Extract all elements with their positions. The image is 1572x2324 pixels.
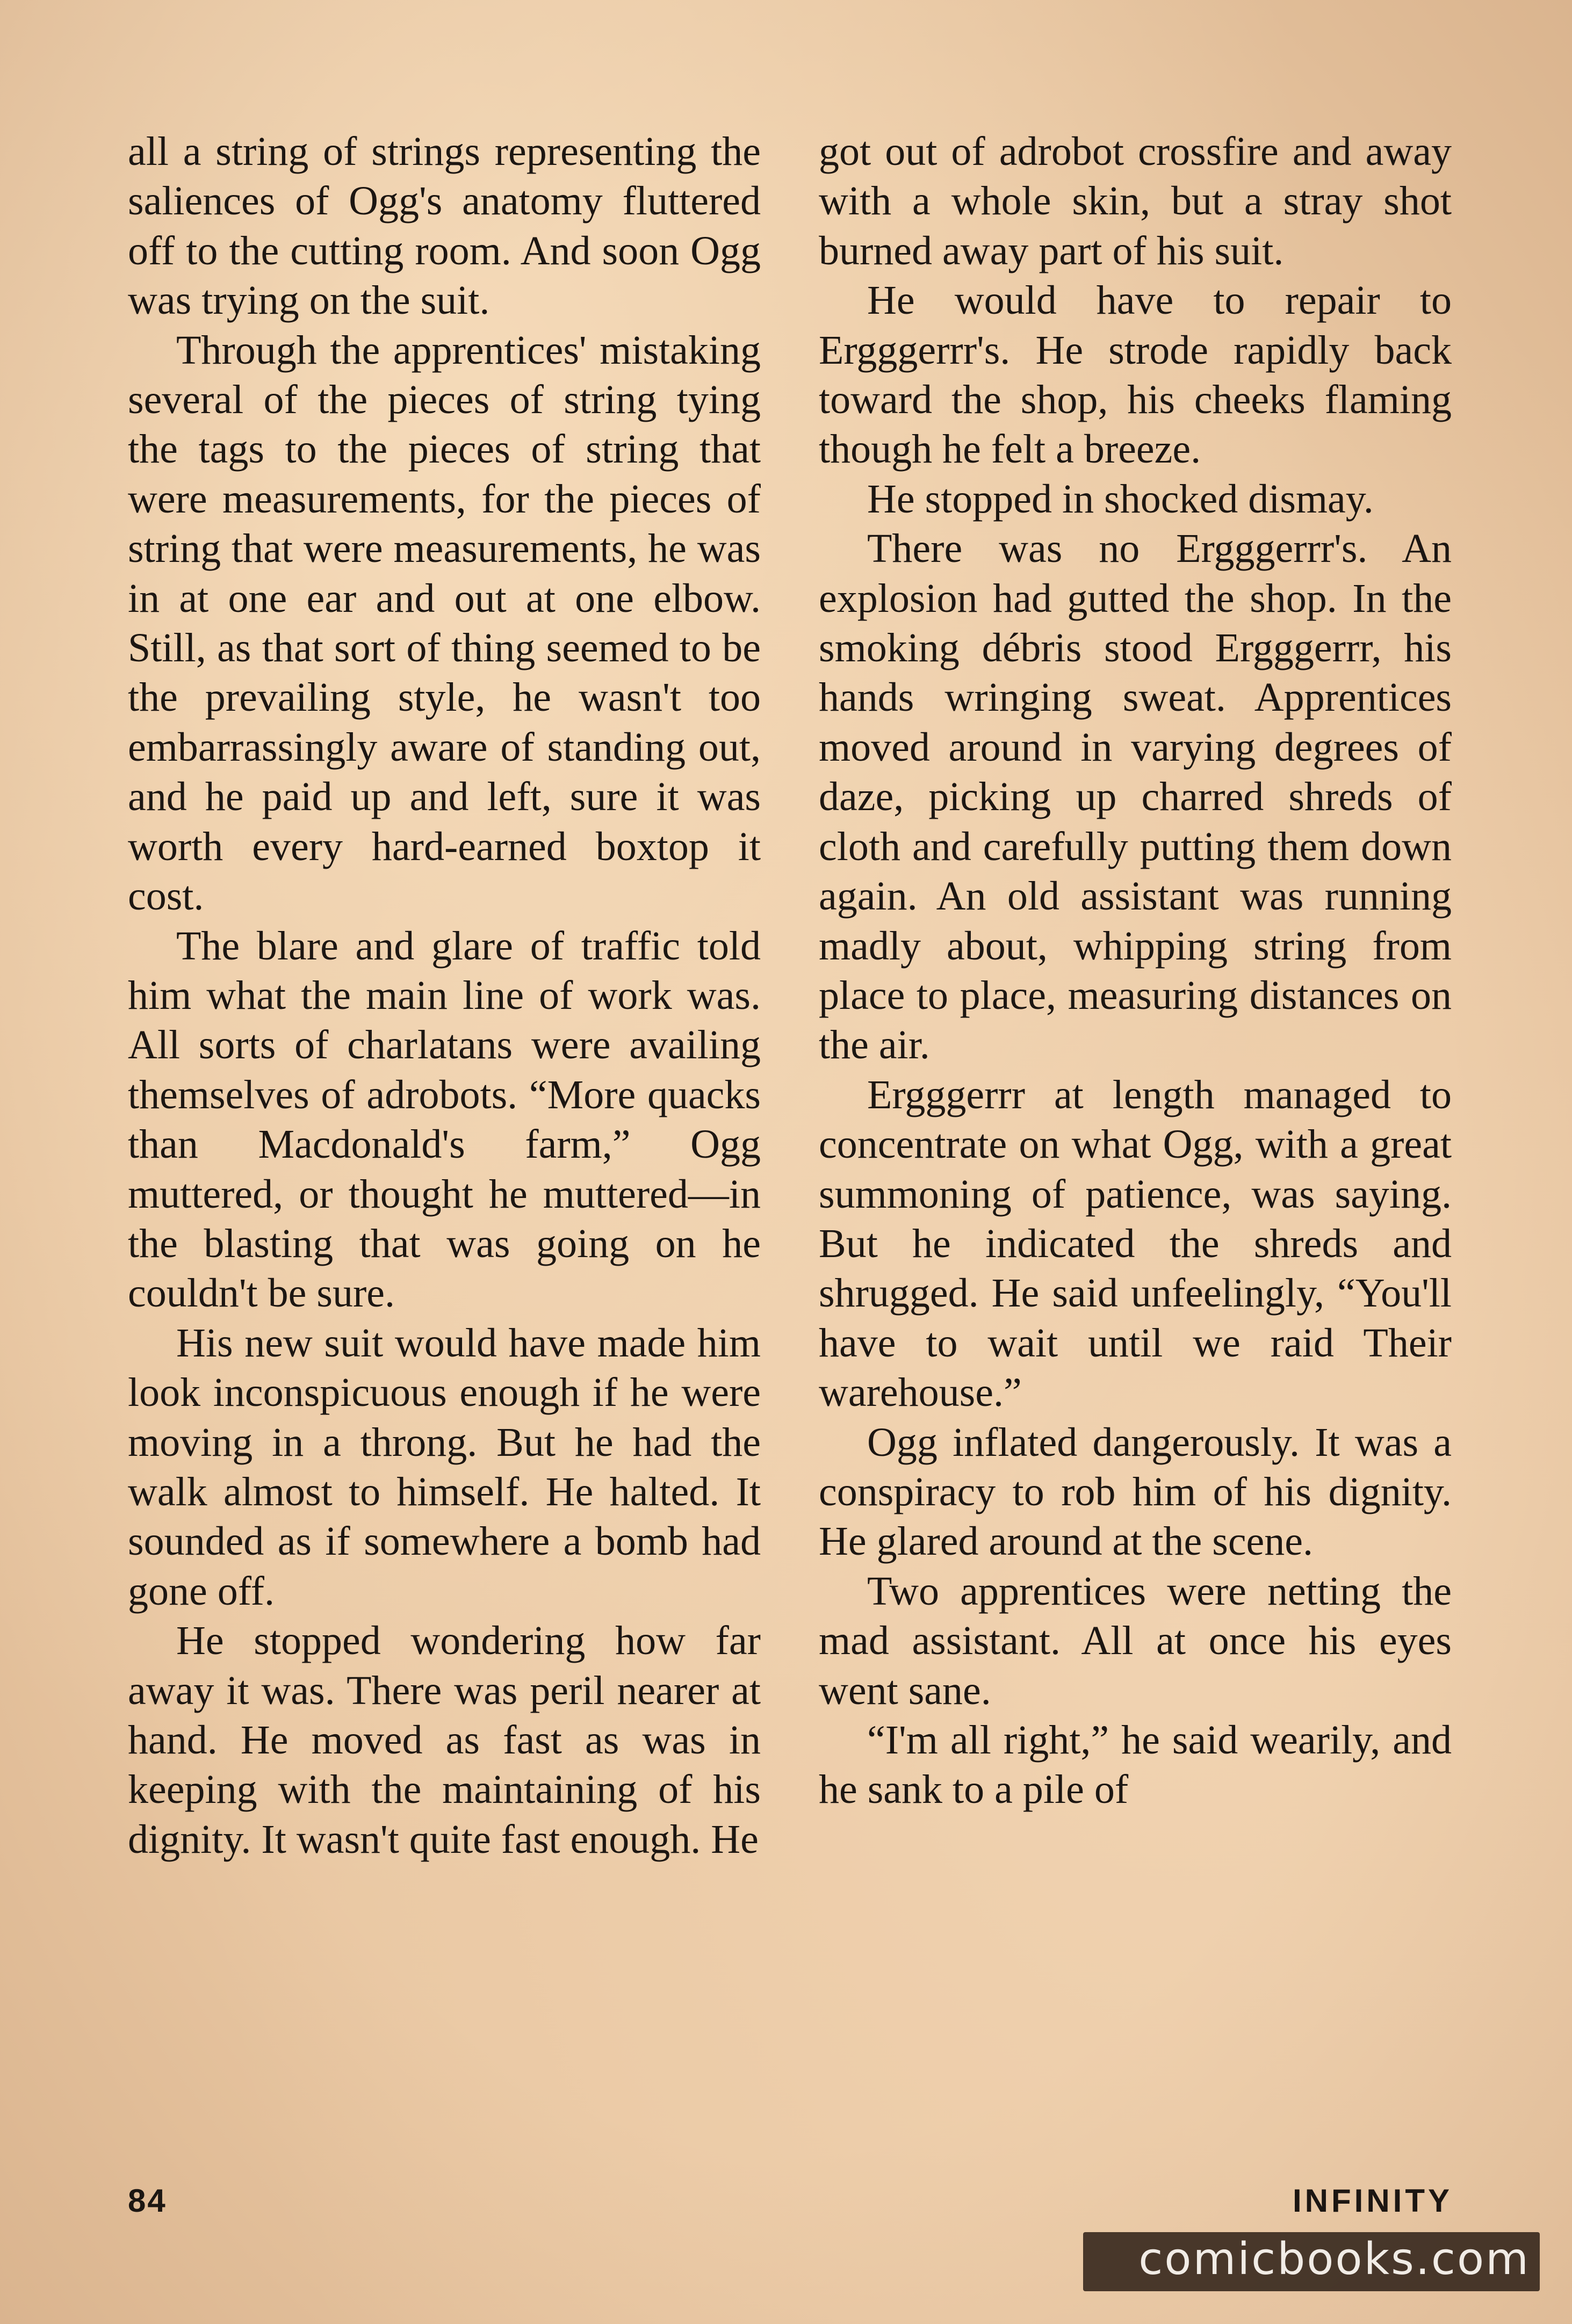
right-column bbox=[819, 127, 1452, 1815]
page-number: 84 bbox=[128, 2183, 167, 2219]
paragraph: Ogg inflated dangerously. It was a conspiracy to rob him of his dignity. He glared around at the scene. bbox=[819, 1419, 1452, 1564]
paragraph: He would have to repair to Ergggerrr's. He strode rapidly back toward the shop, his cheeks flaming though he felt a breeze. bbox=[819, 278, 1452, 472]
paragraph: all a string of strings representing the saliences of Ogg's anatomy fluttered off to the cutting room. And soon Ogg was trying on the suit. bbox=[128, 129, 761, 323]
paragraph: He stopped wondering how far away it was. There was peril nearer at hand. He moved as fast as was in keeping with the maintaining of his dignity. It wasn't quite fast enough. He bbox=[128, 1618, 761, 1862]
paragraph: Two apprentices were netting the mad assistant. All at once his eyes went sane. bbox=[819, 1568, 1452, 1713]
magazine-title: INFINITY bbox=[1293, 2183, 1453, 2219]
paragraph: There was no Ergggerrr's. An explosion had gutted the shop. In the smoking débris stood Ergggerrr, his hands wringing sweat. Apprentices moved around in varying degrees of daze, picking up charred shreds of cloth and carefully putting them down again. An old assistant was running madly about, whipping string from place to place, measuring distances on the air. bbox=[819, 526, 1452, 1068]
paragraph: His new suit would have made him look inconspicuous enough if he were moving in a throng. But he had the walk almost to himself. He halted. It sounded as if somewhere a bomb had gone off. bbox=[128, 1320, 761, 1614]
paragraph: Through the apprentices' mistaking several of the pieces of string tying the tags to the pieces of string that were measurements, for the pieces of string that were measurements, he was in at one ear and out at one elbow. Still, as that sort of thing seemed to be the prevailing style, he wasn't too embarrassingly aware of standing out, and he paid up and left, sure it was worth every hard-earned boxtop it cost. bbox=[128, 327, 761, 919]
watermark-text: comicbooks.com bbox=[1138, 2234, 1530, 2285]
paragraph: “I'm all right,” he said wearily, and he sank to a pile of bbox=[819, 1717, 1452, 1813]
paragraph: The blare and glare of traffic told him what the main line of work was. All sorts of charlatans were availing themselves of adrobots. “More quacks than Macdonald's farm,” Ogg muttered, or thought he muttered—in the blasting that was going on he couldn't be sure. bbox=[128, 923, 761, 1316]
paragraph: He stopped in shocked dismay. bbox=[867, 476, 1374, 522]
paragraph: got out of adrobot crossfire and away with a whole skin, but a stray shot burned away part of his suit. bbox=[819, 129, 1452, 273]
left-column bbox=[128, 127, 761, 1864]
paragraph: Ergggerrr at length managed to concentrate on what Ogg, with a great summoning of patience, was saying. But he indicated the shreds and shrugged. He said unfeelingly, “You'll have to wait until we raid Their warehouse.” bbox=[819, 1072, 1452, 1416]
